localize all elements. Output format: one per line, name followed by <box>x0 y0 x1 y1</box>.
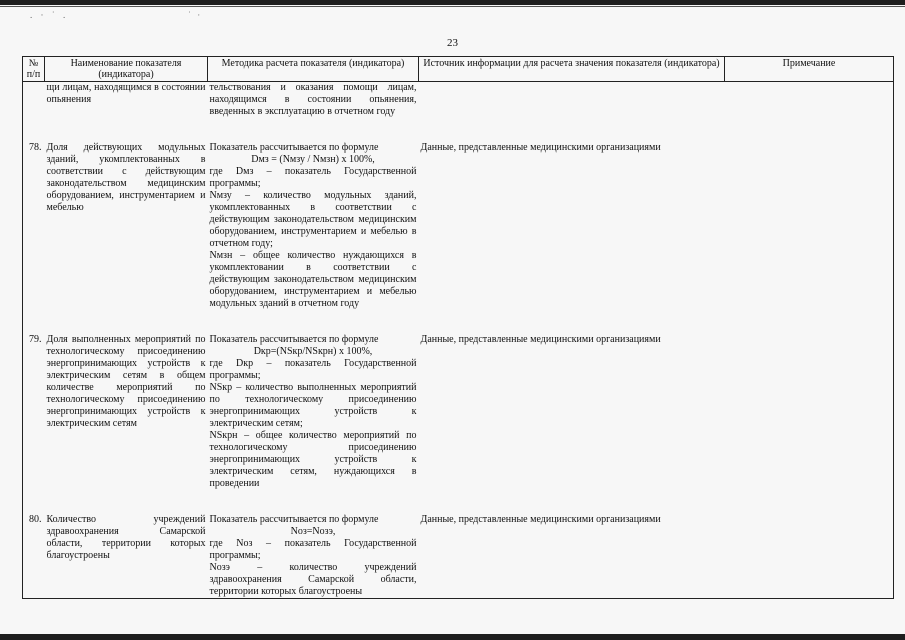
row-number: 80. <box>23 514 45 599</box>
formula: Nоз=Nозэ, <box>290 526 336 537</box>
scan-specks-2: ˙ · <box>188 10 203 20</box>
indicator-name: Доля действующих модульных зданий, укомплектованных в соответствии с действующим законодательством медицинским оборудованием, инструментарием и мебелью <box>46 142 206 213</box>
method-line: Nмзн – общее количество нуждающихся в укомплектовании в соответствии с действующим законодательством медицинским оборудованием, инструментарием и мебелью модульных зданий в отчетном году <box>209 250 417 309</box>
continuation-method: тельствования и оказания помощи лицам, находящимся в состоянии опьянения, введенных в эксплуатацию в отчетном году <box>209 82 417 117</box>
row-gap <box>23 310 894 334</box>
method-line: NSкр – количество выполненных мероприятий по технологическому присоединению энергопринимающих устройств к электрическим сетям; <box>209 382 417 429</box>
page-number: 23 <box>447 37 458 49</box>
method-intro: Показатель рассчитывается по формуле <box>209 514 379 525</box>
header-name: Наименование показателя (индикатора) <box>45 57 208 82</box>
calculation-method <box>208 142 419 310</box>
scan-specks: . · ˙ . <box>30 10 69 20</box>
method-line: где Dмз – показатель Государственной программы; <box>209 166 417 189</box>
note <box>725 142 894 310</box>
method-line: Nмзу – количество модульных зданий, укомплектованных в соответствии с действующим законодательством медицинским оборудованием, инструментарием и мебелью в отчетном году; <box>209 190 417 249</box>
table-row <box>23 142 894 310</box>
method-line: где Nоз – показатель Государственной программы; <box>209 538 417 561</box>
information-source: Данные, представленные медицинскими организациями <box>420 142 661 153</box>
row-number: 78. <box>23 142 45 310</box>
row-gap <box>23 490 894 514</box>
note <box>725 334 894 490</box>
method-line: где Dкр – показатель Государственной программы; <box>209 358 417 381</box>
information-source: Данные, представленные медицинскими организациями <box>420 334 661 345</box>
formula: Dмз = (Nмзу / Nмзн) x 100%, <box>251 154 375 165</box>
header-method: Методика расчета показателя (индикатора) <box>208 57 419 82</box>
formula: Dкр=(NSкр/NSкрн) x 100%, <box>253 346 373 357</box>
calculation-method <box>208 334 419 490</box>
table-header-row <box>23 57 894 82</box>
method-intro: Показатель рассчитывается по формуле <box>209 142 379 153</box>
top-scan-border <box>0 0 905 5</box>
row-number: 79. <box>23 334 45 490</box>
note <box>725 514 894 599</box>
method-intro: Показатель рассчитывается по формуле <box>209 334 379 345</box>
header-number: № п/п <box>23 57 45 82</box>
header-note: Примечание <box>725 57 894 82</box>
indicators-table <box>22 56 894 599</box>
continuation-name: щи лицам, находящимся в состоянии опьянения <box>46 82 206 105</box>
method-line: Nозэ – количество учреждений здравоохранения Самарской области, территории которых благоустроены <box>209 562 417 597</box>
row-gap <box>23 118 894 142</box>
top-scan-line <box>0 6 905 7</box>
header-source: Источник информации для расчета значения показателя (индикатора) <box>419 57 725 82</box>
information-source: Данные, представленные медицинскими организациями <box>419 514 725 599</box>
calculation-method <box>208 514 419 599</box>
table-row <box>23 334 894 490</box>
method-line: NSкрн – общее количество мероприятий по технологическому присоединению энергопринимающих устройств к электрическим сетям, нуждающихся в проведении <box>209 430 417 489</box>
indicator-name: Доля выполненных мероприятий по технологическому присоединению энергопринимающих устройств к электрическим сетям в общем количестве мероприятий по технологическому присоединению энергопринимающих устройств к электрическим сетям <box>46 334 206 429</box>
continuation-row <box>23 82 894 119</box>
bottom-scan-border <box>0 634 905 640</box>
indicator-name: Количество учреждений здравоохранения Самарской области, территории которых благоустроены <box>45 514 208 599</box>
table-row <box>23 514 894 599</box>
